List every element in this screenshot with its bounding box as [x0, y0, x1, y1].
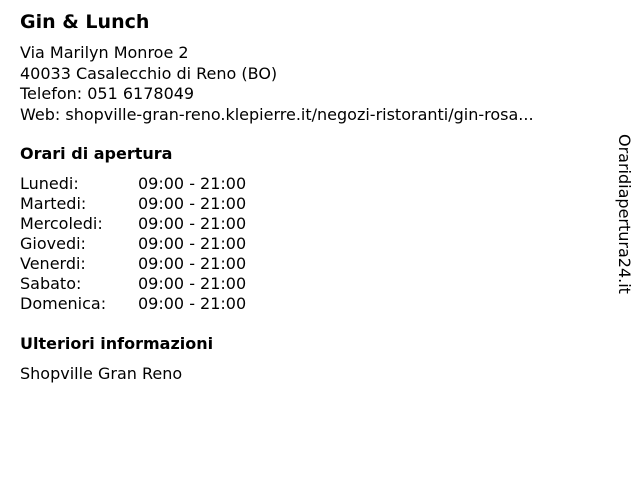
day-label: Mercoledi: [20, 214, 103, 233]
address-city: 40033 Casalecchio di Reno (BO) [20, 63, 278, 83]
day-label: Giovedi: [20, 234, 86, 253]
website: Web: shopville-gran-reno.klepierre.it/negozi-ristoranti/gin-rosa... [20, 104, 534, 124]
time-range: 09:00 - 21:00 [138, 274, 247, 293]
hours-row [20, 294, 280, 314]
business-name: Gin & Lunch [20, 11, 150, 33]
hours-row [20, 274, 280, 294]
time-range: 09:00 - 21:00 [138, 214, 247, 233]
opening-hours-table [20, 174, 280, 314]
day-label: Lunedi: [20, 174, 79, 193]
day-label: Venerdi: [20, 254, 86, 273]
time-range: 09:00 - 21:00 [138, 294, 247, 313]
time-range: 09:00 - 21:00 [138, 234, 247, 253]
hours-row [20, 194, 280, 214]
time-range: 09:00 - 21:00 [138, 194, 247, 213]
more-info-title: Ulteriori informazioni [20, 334, 214, 353]
hours-row [20, 234, 280, 254]
hours-row [20, 214, 280, 234]
phone-number: Telefon: 051 6178049 [20, 84, 195, 103]
more-info-text: Shopville Gran Reno [20, 364, 183, 383]
watermark: Oraridiapertura24.it [615, 134, 634, 294]
hours-row [20, 174, 280, 194]
business-contact [20, 43, 534, 125]
hours-row [20, 254, 280, 274]
time-range: 09:00 - 21:00 [138, 174, 247, 193]
day-label: Domenica: [20, 294, 107, 313]
opening-hours-title: Orari di apertura [20, 144, 173, 163]
time-range: 09:00 - 21:00 [138, 254, 247, 273]
day-label: Martedi: [20, 194, 87, 213]
day-label: Sabato: [20, 274, 82, 293]
address-street: Via Marilyn Monroe 2 [20, 43, 189, 62]
